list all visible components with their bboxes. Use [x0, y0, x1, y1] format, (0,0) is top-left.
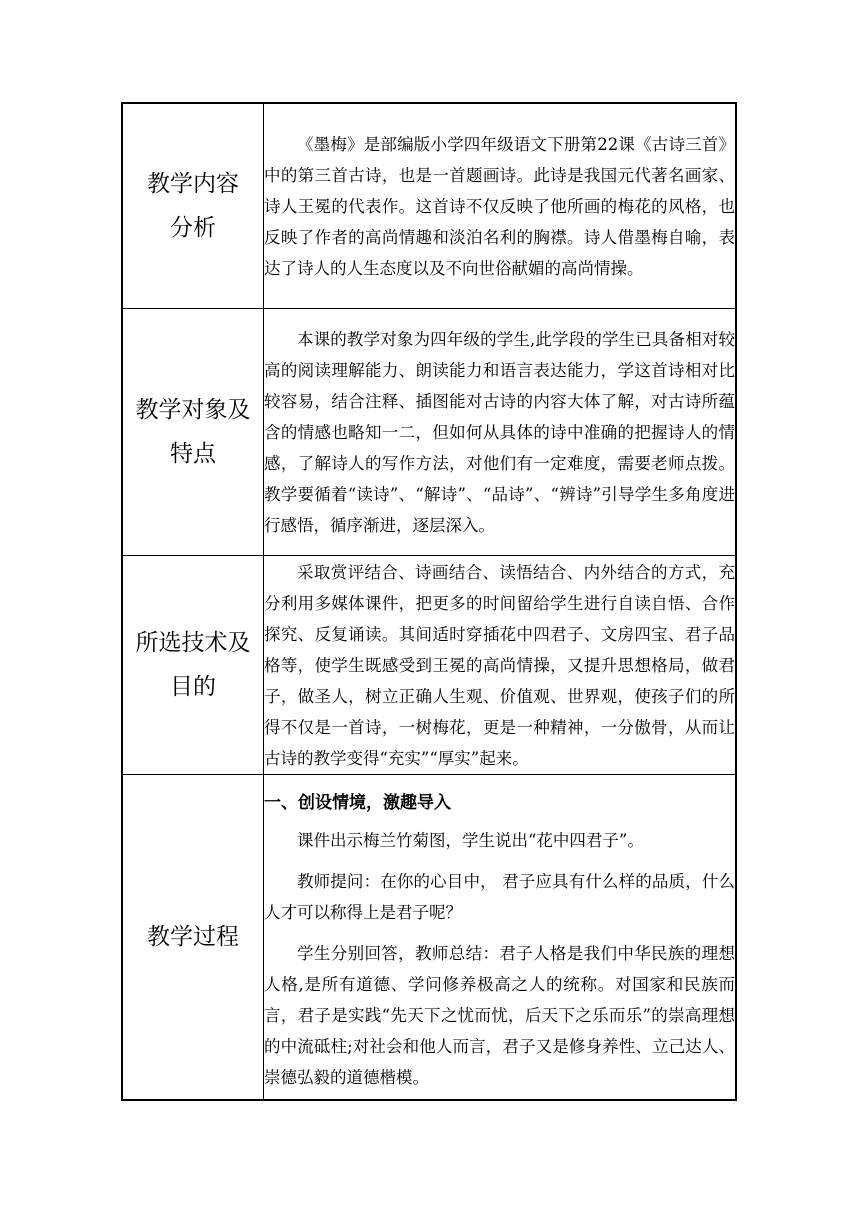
content-paragraph: 教师提问：在你的心目中， 君子应具有什么样的品质，什么人才可以称得上是君子呢？	[264, 872, 735, 922]
row-label-line: 教学内容	[147, 171, 239, 197]
content-paragraph: 《墨梅》是部编版小学四年级语文下册第22课《古诗三首》中的第三首古诗，也是一首题画诗。此诗是我国元代著名画家、诗人王冕的代表作。这首诗不仅反映了他所画的梅花的风格，也反映了作者的高尚情趣和淡泊名利的胸襟。诗人借墨梅自喻，表达了诗人的人生态度以及不向世俗献媚的高尚情操。	[264, 134, 735, 278]
row-label	[122, 309, 264, 556]
row-label-line: 教学对象及	[135, 397, 251, 423]
table-row	[122, 103, 736, 309]
table-row	[122, 556, 736, 775]
row-content	[264, 309, 737, 556]
row-content	[264, 775, 737, 1101]
row-label-line: 目的	[170, 674, 216, 700]
row-label-line: 所选技术及	[135, 630, 251, 656]
row-label	[122, 556, 264, 775]
content-paragraph: 本课的教学对象为四年级的学生,此学段的学生已具备相对较高的阅读理解能力、朗读能力和语言表达能力，学这首诗相对比较容易，结合注释、插图能对古诗的内容大体了解，对古诗所蕴含的情感也略知一二，但如何从具体的诗中准确的把握诗人的情感，了解诗人的写作方法，对他们有一定难度，需要老师点拨。教学要循着“读诗”、“解诗”、“品诗”、“辨诗”引导学生多角度进行感悟，循序渐进，逐层深入。	[264, 329, 735, 535]
content-paragraph: 学生分别回答，教师总结：君子人格是我们中华民族的理想人格,是所有道德、学问修养极高之人的统称。对国家和民族而言，君子是实践“先天下之忧而忧，后天下之乐而乐”的崇高理想的中流砥柱;对社会和他人而言，君子又是修身养性、立己达人、崇德弘毅的道德楷模。	[264, 944, 735, 1087]
row-label-line: 分析	[170, 215, 216, 241]
row-content	[264, 556, 737, 775]
content-paragraph: 采取赏评结合、诗画结合、读悟结合、内外结合的方式，充分利用多媒体课件，把更多的时间留给学生进行自读自悟、合作探究、反复诵读。其间适时穿插花中四君子、文房四宝、君子品格等，使学生既感受到王冕的高尚情操，又提升思想格局，做君子，做圣人，树立正确人生观、价值观、世界观，使孩子们的所得不仅是一首诗，一树梅花，更是一种精神，一分傲骨，从而让古诗的教学变得“充实”“厚实”起来。	[264, 562, 735, 768]
table-row	[122, 309, 736, 556]
row-label-line: 教学过程	[147, 924, 239, 950]
row-label-line: 特点	[170, 441, 216, 467]
lesson-plan-table	[121, 102, 737, 1101]
section-heading: 一、创设情境，激趣导入	[264, 793, 451, 813]
row-content	[264, 103, 737, 309]
row-label	[122, 103, 264, 309]
content-paragraph: 课件出示梅兰竹菊图，学生说出“花中四君子”。	[297, 831, 644, 850]
row-label	[122, 775, 264, 1101]
table-row	[122, 775, 736, 1101]
